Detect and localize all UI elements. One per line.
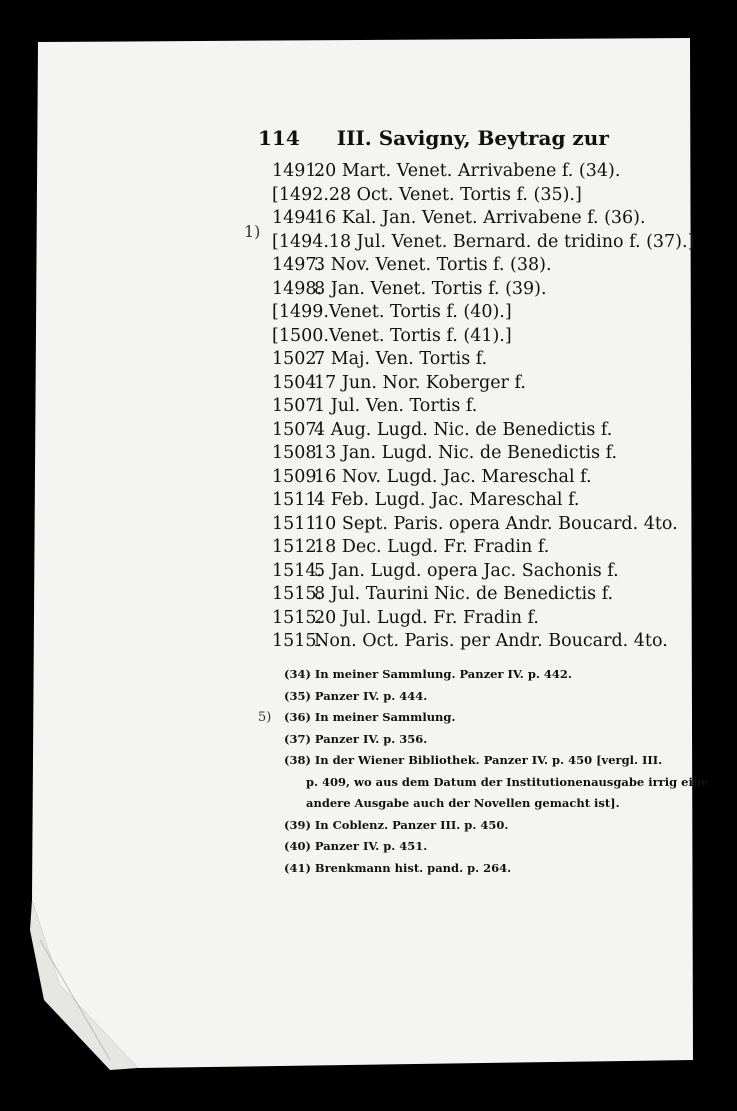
footnote-line: (37) Panzer IV. p. 356. [284,731,428,746]
edition-entry [272,395,672,419]
entry-year: 1508. [272,443,323,463]
entry-text: 20 Mart. Venet. Arrivabene f. (34). [314,161,621,181]
entry-year: 1511. [272,513,323,534]
edition-list [272,160,695,654]
edition-entry [272,536,672,560]
entry-year: 1497. [272,255,323,275]
edition-entry [272,630,672,654]
edition-entry [272,348,672,372]
entry-text: 13 Jan. Lugd. Nic. de Benedictis f. [314,443,618,463]
entry-year: 1492. [278,184,329,205]
footnote [284,750,709,815]
footnote [284,664,684,686]
entry-text: 4 Feb. Lugd. Jac. Mareschal f. [314,490,580,510]
close-bracket: ] [504,325,512,346]
footnote-line: (38) In der Wiener Bibliothek. Panzer IV. p. 450 [vergl. III. [284,753,663,767]
entry-year: 1494. [272,208,323,228]
footnote-line: (39) In Coblenz. Panzer III. p. 450. [284,817,509,832]
entry-year: 1509. [272,466,323,487]
open-bracket: [ [272,302,279,322]
entry-text: Non. Oct. Paris. per Andr. Boucard. 4to. [314,631,668,651]
footnote-line: (41) Brenkmann hist. pand. p. 264. [284,860,512,875]
open-bracket: [ [272,325,279,346]
entry-year: 1511. [272,490,323,510]
entry-text: 10 Sept. Paris. opera Andr. Boucard. 4to. [314,513,678,534]
entry-text: 18 Dec. Lugd. Fr. Fradin f. [314,537,550,557]
entry-text: 16 Kal. Jan. Venet. Arrivabene f. (36). [314,208,646,228]
entry-year: 1515. [272,631,323,651]
footnote-line: andere Ausgabe auch der Novellen gemacht ist]. [306,796,620,810]
entry-text: 18 Jul. Venet. Bernard. de tridino f. (37). [328,231,688,252]
edition-entry [272,513,678,537]
close-bracket: ] [504,302,512,322]
footnote [284,815,684,837]
edition-entry [272,372,672,396]
entry-year: 1502. [272,349,323,369]
footnote-line: (36) In meiner Sammlung. [284,710,456,724]
footnotes [284,664,709,879]
entry-year: 1507. [272,419,323,440]
running-title: III. Savigny, Beytrag zur [336,126,609,150]
edition-entry [272,419,672,443]
footnote [284,707,684,729]
entry-text: 1 Jul. Ven. Tortis f. [314,396,478,416]
entry-year: 1504. [272,372,323,393]
edition-entry [272,489,672,513]
edition-entry [272,560,672,584]
page-number: 114 [258,126,300,150]
footnote [284,858,684,880]
edition-entry [272,160,672,184]
entry-year: 1498. [272,278,323,299]
edition-entry [272,301,672,325]
entry-text: 8 Jan. Venet. Tortis f. (39). [314,278,547,299]
entry-year: 1514. [272,560,323,581]
edition-entry [272,325,672,349]
open-bracket: [ [272,184,279,205]
margin-mark-2: 5) [258,710,272,725]
entry-text: 20 Jul. Lugd. Fr. Fradin f. [314,607,539,628]
entry-text: Venet. Tortis f. (41). [328,325,505,346]
entry-text: 28 Oct. Venet. Tortis f. (35). [328,184,575,205]
open-bracket: [ [272,231,279,252]
edition-entry [272,607,672,631]
footnote-line: p. 409, wo aus dem Datum der Institutionenausgabe irrig eine [306,774,709,789]
entry-text: 16 Nov. Lugd. Jac. Mareschal f. [314,466,592,487]
footnote-line: (34) In meiner Sammlung. Panzer IV. p. 442. [284,667,572,681]
entry-text: 3 Nov. Venet. Tortis f. (38). [314,255,552,275]
footnote-line: (35) Panzer IV. p. 444. [284,688,428,703]
entry-text: 7 Maj. Ven. Tortis f. [314,349,488,369]
entry-year: 1515. [272,607,323,628]
entry-text: 4 Aug. Lugd. Nic. de Benedictis f. [314,419,613,440]
edition-entry [272,278,672,302]
close-bracket: ] [575,184,582,205]
footnote [284,836,684,858]
edition-entry [272,207,672,231]
edition-entry [272,466,672,490]
entry-text: 17 Jun. Nor. Koberger f. [314,372,526,393]
entry-year: 1494. [278,231,329,252]
running-header [258,126,609,150]
entry-year: 1499. [278,302,329,322]
entry-year: 1500. [278,325,329,346]
entry-year: 1507. [272,396,323,416]
entry-year: 1512. [272,537,323,557]
footnote-line: (40) Panzer IV. p. 451. [284,839,428,853]
entry-text: 8 Jul. Taurini Nic. de Benedictis f. [314,584,614,604]
entry-year: 1515. [272,584,323,604]
entry-year: 1491. [272,161,323,181]
edition-entry [272,254,672,278]
footnote [284,729,684,751]
entry-text: Venet. Tortis f. (40). [328,302,505,322]
edition-entry [272,583,672,607]
edition-entry [272,184,672,208]
edition-entry [272,231,695,255]
entry-text: 5 Jan. Lugd. opera Jac. Sachonis f. [314,560,619,581]
footnote [284,686,684,708]
margin-mark-1: 1) [244,222,261,241]
edition-entry [272,442,672,466]
close-bracket: ] [687,231,695,252]
